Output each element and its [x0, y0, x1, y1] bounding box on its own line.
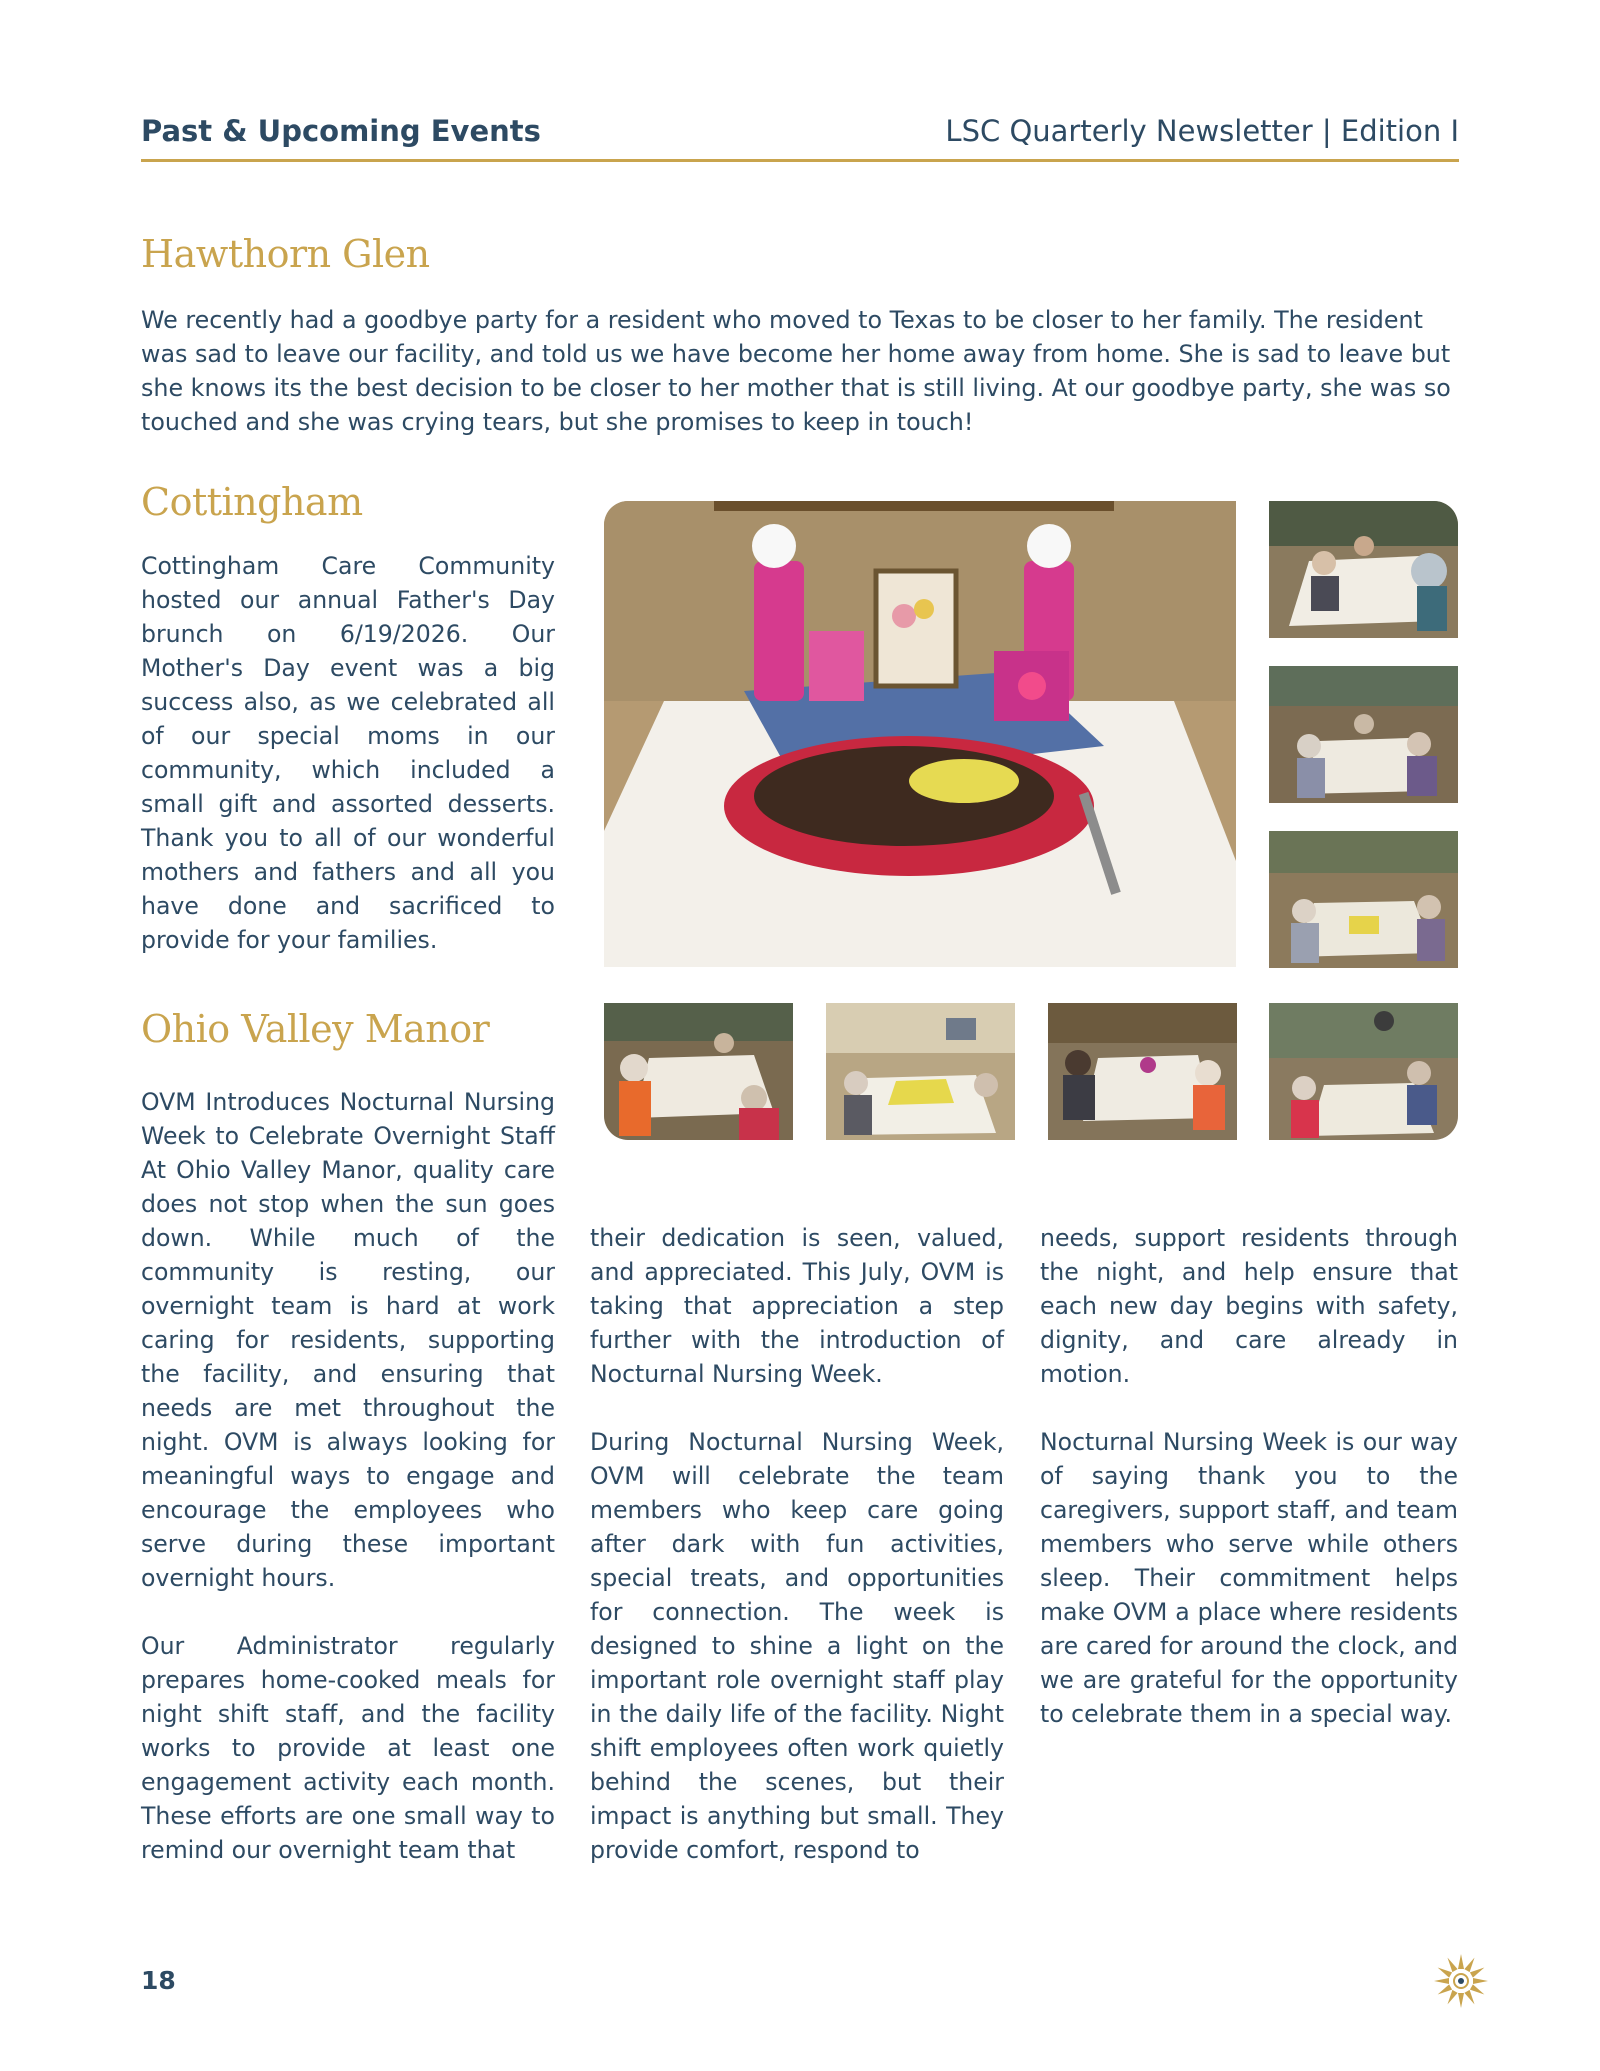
ovm-column-3: needs, support residents through the night, and help ensure that each new day begins with safety, dignity, and care already in motion. Nocturnal Nursing Week is our way of saying thank you to the caregivers, support staff, and team members who serve while others sleep. Their commitment helps make OVM a place where residents are cared for around the clock, and we are grateful for the opportunity to celebrate them in a special way.: [1040, 1224, 1458, 1728]
cottingham-body: Cottingham Care Community hosted our annual Father's Day brunch on 6/19/2026. Our Mother's Day event was a big success also, as we celebrated all of our special moms in our community, which included a small gift and assorted desserts. Thank you to all of our wonderful mothers and fathers and all you have done and sacrificed to provide for your families.: [141, 552, 555, 954]
dining-room-photo-4: [604, 1003, 793, 1140]
ovm-column-2: their dedication is seen, valued, and appreciated. This July, OVM is taking that appreciation a step further with the introduction of Nocturnal Nursing Week. During Nocturnal Nursing Week, OVM will celebrate the team members who keep care going after dark with fun activities, special treats, and opportunities for connection. The week is designed to shine a light on the important role overnight staff play in the daily life of the facility. Night shift employees often work quietly behind the scenes, but their impact is anything but small. They provide comfort, respond to: [590, 1224, 1004, 1864]
dining-room-photo-2: [1269, 666, 1458, 803]
sunburst-logo-icon: [1432, 1952, 1490, 2010]
mothers-day-dessert-table-photo: [604, 501, 1236, 967]
dining-room-photo-7: [1269, 1003, 1458, 1140]
dining-room-photo-3: [1269, 831, 1458, 968]
dining-room-photo-5: [826, 1003, 1015, 1140]
page-number: 18: [141, 1966, 176, 1995]
page-header: [141, 112, 1459, 162]
ovm-column-1: OVM Introduces Nocturnal Nursing Week to Celebrate Overnight Staff At Ohio Valley Manor, quality care does not stop when the sun goes down. While much of the community is resting, our overnight team is hard at work caring for residents, supporting the facility, and ensuring that needs are met throughout the night. OVM is always looking for meaningful ways to engage and encourage the employees who serve during these important overnight hours. Our Administrator regularly prepares home-cooked meals for night shift staff, and the facility works to provide at least one engagement activity each month. These efforts are one small way to remind our overnight team that: [141, 1088, 555, 1864]
ovm-title: Ohio Valley Manor: [141, 1007, 490, 1051]
cottingham-title: Cottingham: [141, 480, 363, 524]
hawthorn-body: We recently had a goodbye party for a resident who moved to Texas to be closer to her family. The resident was sad to leave our facility, and told us we have become her home away from home. She is sad to leave but she knows its the best decision to be closer to her mother that is still living. At our goodbye party, she was so touched and she was crying tears, but she promises to keep in touch!: [141, 306, 1451, 436]
hawthorn-title: Hawthorn Glen: [141, 232, 430, 276]
dining-room-photo-6: [1048, 1003, 1237, 1140]
section-label: Past & Upcoming Events: [141, 114, 541, 148]
dining-room-photo-1: [1269, 501, 1458, 638]
publication-label: LSC Quarterly Newsletter | Edition I: [945, 114, 1459, 148]
